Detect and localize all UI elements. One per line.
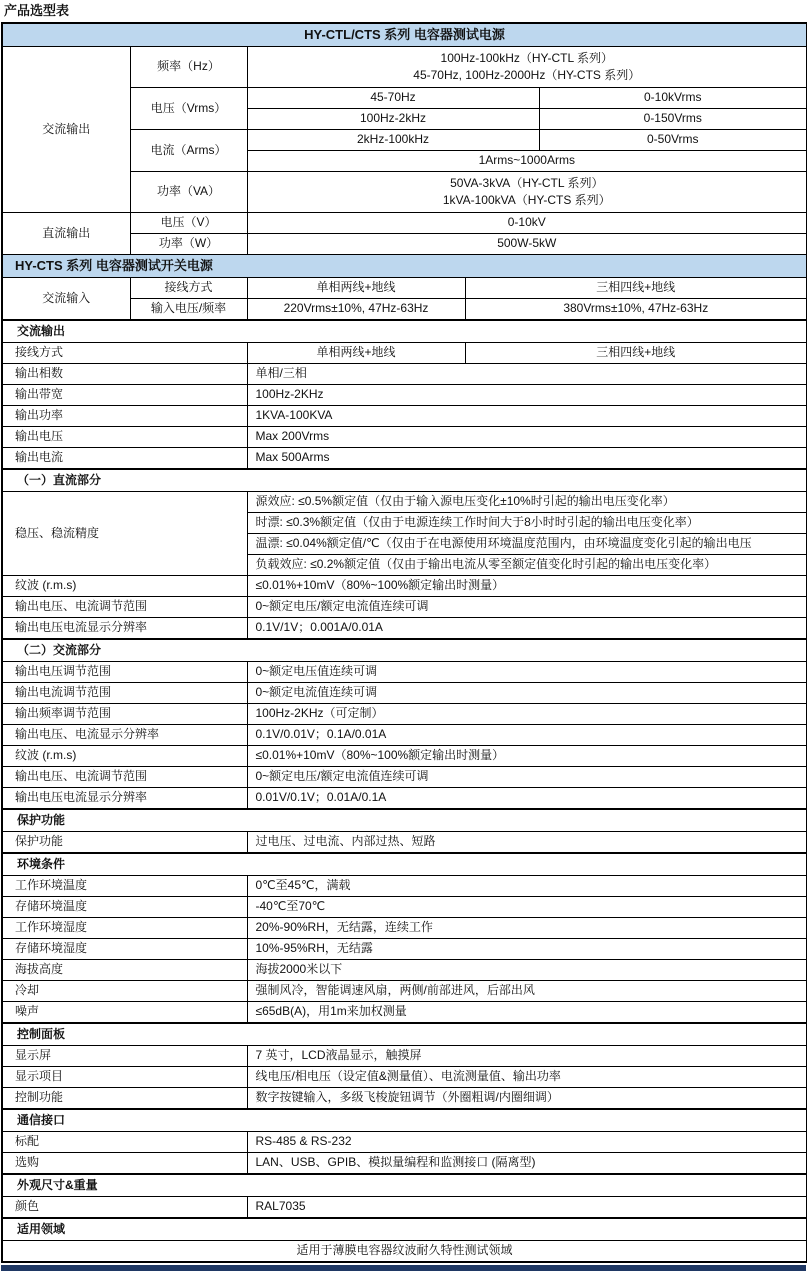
spec-value: 三相四线+地线 (465, 278, 807, 299)
section-title-applications: 适用领域 (2, 1218, 807, 1241)
spec-value: 500W-5kW (247, 234, 807, 255)
table-row (2, 1088, 807, 1110)
spec-value: RS-485 & RS-232 (247, 1132, 807, 1153)
table-row (2, 47, 807, 88)
spec-label: 输出相数 (2, 364, 247, 385)
spec-value: 单相两线+地线 (247, 343, 465, 364)
spec-value: 过电压、过电流、内部过热、短路 (247, 832, 807, 854)
spec-label: 输出频率调节范围 (2, 704, 247, 725)
spec-value: ≤65dB(A)，用1m来加权测量 (247, 1002, 807, 1024)
spec-label: 稳压、稳流精度 (2, 492, 247, 576)
spec-value: 0~额定电压值连续可调 (247, 662, 807, 683)
spec-label: 纹波 (r.m.s) (2, 576, 247, 597)
table-row (2, 918, 807, 939)
series-banner-ctl-cts: HY-CTL/CTS 系列 电容器测试电源 (2, 23, 807, 47)
table-row (2, 320, 807, 343)
spec-sheet-page (0, 3, 807, 1271)
table-row (2, 343, 807, 364)
spec-value: 1KVA-100KVA (247, 406, 807, 427)
table-row (2, 981, 807, 1002)
spec-label: 功率（VA） (130, 172, 247, 213)
spec-value: 单相/三相 (247, 364, 807, 385)
section-title-environment: 环境条件 (2, 853, 807, 876)
table-row (2, 1132, 807, 1153)
table-row (2, 364, 807, 385)
table-row (2, 278, 807, 299)
spec-label: 输出电流调节范围 (2, 683, 247, 704)
spec-label: 输出带宽 (2, 385, 247, 406)
table-row (2, 1067, 807, 1088)
spec-value: Max 500Arms (247, 448, 807, 470)
spec-label: 接线方式 (130, 278, 247, 299)
spec-value: 100Hz-2KHz（可定制） (247, 704, 807, 725)
spec-value: 100Hz-2KHz (247, 385, 807, 406)
spec-label: 工作环境湿度 (2, 918, 247, 939)
table-row (2, 448, 807, 470)
table-row (2, 618, 807, 640)
spec-value: 适用于薄膜电容器纹波耐久特性测试领域 (2, 1241, 807, 1263)
table-row (2, 1153, 807, 1175)
spec-value: 0.01V/0.1V；0.01A/0.1A (247, 788, 807, 810)
table-row (2, 853, 807, 876)
table-row (2, 469, 807, 492)
section-title-ac-part: （二）交流部分 (2, 639, 807, 662)
spec-value: 0~额定电流值连续可调 (247, 683, 807, 704)
spec-label: 输出电压、电流调节范围 (2, 597, 247, 618)
spec-label: 颜色 (2, 1197, 247, 1219)
spec-value: 单相两线+地线 (247, 278, 465, 299)
table-row (2, 639, 807, 662)
spec-label: 输出电压电流显示分辨率 (2, 788, 247, 810)
spec-label: 显示项目 (2, 1067, 247, 1088)
spec-value: 强制风冷，智能调速风扇，两侧/前部进风，后部出风 (247, 981, 807, 1002)
table-row (2, 1197, 807, 1219)
spec-value: 380Vrms±10%, 47Hz-63Hz (465, 299, 807, 321)
spec-value: 0℃至45℃，满载 (247, 876, 807, 897)
section-title-control-panel: 控制面板 (2, 1023, 807, 1046)
table-row (2, 385, 807, 406)
table-row (2, 1241, 807, 1263)
spec-value: 0-10kVrms (539, 88, 807, 109)
spec-value: 100Hz-2kHz (247, 109, 539, 130)
spec-value: 0.1V/0.01V；0.1A/0.01A (247, 725, 807, 746)
spec-value: 负载效应: ≤0.2%额定值（仅由于输出电流从零至额定值变化时引起的输出电压变化率） (247, 555, 807, 576)
page-title: 产品选型表 (4, 3, 70, 18)
table-row (2, 725, 807, 746)
product-selection-table (1, 22, 807, 1263)
table-row (2, 662, 807, 683)
spec-label: 电流（Arms） (130, 130, 247, 172)
spec-label: 频率（Hz） (130, 47, 247, 88)
spec-label: 显示屏 (2, 1046, 247, 1067)
spec-label: 控制功能 (2, 1088, 247, 1110)
table-row (2, 255, 807, 278)
spec-value: 100Hz-100kHz（HY-CTL 系列） 45-70Hz, 100Hz-2000Hz（HY-CTS 系列） (247, 47, 807, 88)
spec-label: 输出功率 (2, 406, 247, 427)
table-row (2, 1174, 807, 1197)
table-row (2, 213, 807, 234)
table-row (2, 832, 807, 854)
table-row (2, 683, 807, 704)
spec-value: 时漂: ≤0.3%额定值（仅由于电源连续工作时间大于8小时时引起的输出电压变化率） (247, 513, 807, 534)
spec-value: Max 200Vrms (247, 427, 807, 448)
series-banner-cts: HY-CTS 系列 电容器测试开关电源 (2, 255, 807, 278)
spec-label: 输入电压/频率 (130, 299, 247, 321)
table-row (2, 960, 807, 981)
table-row (2, 939, 807, 960)
table-row (2, 1218, 807, 1241)
spec-label: 输出电压、电流调节范围 (2, 767, 247, 788)
table-row (2, 809, 807, 832)
spec-value: 50VA-3kVA（HY-CTL 系列） 1kVA-100kVA（HY-CTS 系列） (247, 172, 807, 213)
spec-label: 纹波 (r.m.s) (2, 746, 247, 767)
table-row (2, 427, 807, 448)
spec-label: 输出电压电流显示分辨率 (2, 618, 247, 640)
group-label-dc-output: 直流输出 (2, 213, 130, 255)
spec-value: ≤0.01%+10mV（80%~100%额定输出时测量） (247, 746, 807, 767)
spec-value: 220Vrms±10%, 47Hz-63Hz (247, 299, 465, 321)
spec-label: 功率（W） (130, 234, 247, 255)
spec-label: 输出电流 (2, 448, 247, 470)
table-row (2, 1002, 807, 1024)
group-label-ac-input: 交流输入 (2, 278, 130, 321)
spec-label: 输出电压、电流显示分辨率 (2, 725, 247, 746)
spec-value: 线电压/相电压（设定值&测量值）、电流测量值、输出功率 (247, 1067, 807, 1088)
group-label-ac-output: 交流输出 (2, 47, 130, 213)
spec-value: 源效应: ≤0.5%额定值（仅由于输入源电压变化±10%时引起的输出电压变化率） (247, 492, 807, 513)
spec-label: 选购 (2, 1153, 247, 1175)
spec-value: 海拔2000米以下 (247, 960, 807, 981)
spec-label: 冷却 (2, 981, 247, 1002)
spec-value: 10%-95%RH，无结露 (247, 939, 807, 960)
section-title-communication: 通信接口 (2, 1109, 807, 1132)
table-row (2, 576, 807, 597)
table-row (2, 406, 807, 427)
table-row (2, 597, 807, 618)
table-row (2, 1046, 807, 1067)
table-row (2, 767, 807, 788)
spec-value: 0.1V/1V；0.001A/0.01A (247, 618, 807, 640)
table-row (2, 1109, 807, 1132)
section-title-dimensions: 外观尺寸&重量 (2, 1174, 807, 1197)
spec-value: LAN、USB、GPIB、模拟量编程和监测接口 (隔离型) (247, 1153, 807, 1175)
table-row (2, 746, 807, 767)
spec-value: 0-150Vrms (539, 109, 807, 130)
spec-value: 数字按键输入，多级飞梭旋钮调节（外圈粗调/内圈细调） (247, 1088, 807, 1110)
spec-value: 7 英寸，LCD液晶显示，触摸屏 (247, 1046, 807, 1067)
spec-label: 存储环境湿度 (2, 939, 247, 960)
spec-value: 0~额定电压/额定电流值连续可调 (247, 767, 807, 788)
spec-label: 接线方式 (2, 343, 247, 364)
spec-value: 45-70Hz (247, 88, 539, 109)
table-row (2, 876, 807, 897)
spec-value: RAL7035 (247, 1197, 807, 1219)
spec-value: -40℃至70℃ (247, 897, 807, 918)
section-title-ac-output: 交流输出 (2, 320, 807, 343)
spec-value: 20%-90%RH，无结露，连续工作 (247, 918, 807, 939)
spec-label: 噪声 (2, 1002, 247, 1024)
spec-label: 输出电压 (2, 427, 247, 448)
spec-value: 0-10kV (247, 213, 807, 234)
table-row (2, 897, 807, 918)
spec-label: 保护功能 (2, 832, 247, 854)
spec-label: 电压（V） (130, 213, 247, 234)
spec-value: ≤0.01%+10mV（80%~100%额定输出时测量） (247, 576, 807, 597)
table-body (2, 23, 807, 1262)
footer-accent-bar (1, 1265, 806, 1271)
table-row (2, 788, 807, 810)
spec-label: 存储环境温度 (2, 897, 247, 918)
section-title-dc-part: （一）直流部分 (2, 469, 807, 492)
spec-label: 输出电压调节范围 (2, 662, 247, 683)
spec-value: 1Arms~1000Arms (247, 151, 807, 172)
spec-value: 三相四线+地线 (465, 343, 807, 364)
table-row (2, 23, 807, 47)
spec-label: 标配 (2, 1132, 247, 1153)
spec-label: 电压（Vrms） (130, 88, 247, 130)
spec-value: 0~额定电压/额定电流值连续可调 (247, 597, 807, 618)
table-row (2, 1023, 807, 1046)
spec-value: 2kHz-100kHz (247, 130, 539, 151)
table-row (2, 704, 807, 725)
spec-label: 工作环境温度 (2, 876, 247, 897)
section-title-protection: 保护功能 (2, 809, 807, 832)
table-row (2, 492, 807, 513)
spec-value: 0-50Vrms (539, 130, 807, 151)
spec-label: 海拔高度 (2, 960, 247, 981)
spec-value: 温漂: ≤0.04%额定值/℃（仅由于在电源使用环境温度范围内，由环境温度变化引起的输出电压 (247, 534, 807, 555)
